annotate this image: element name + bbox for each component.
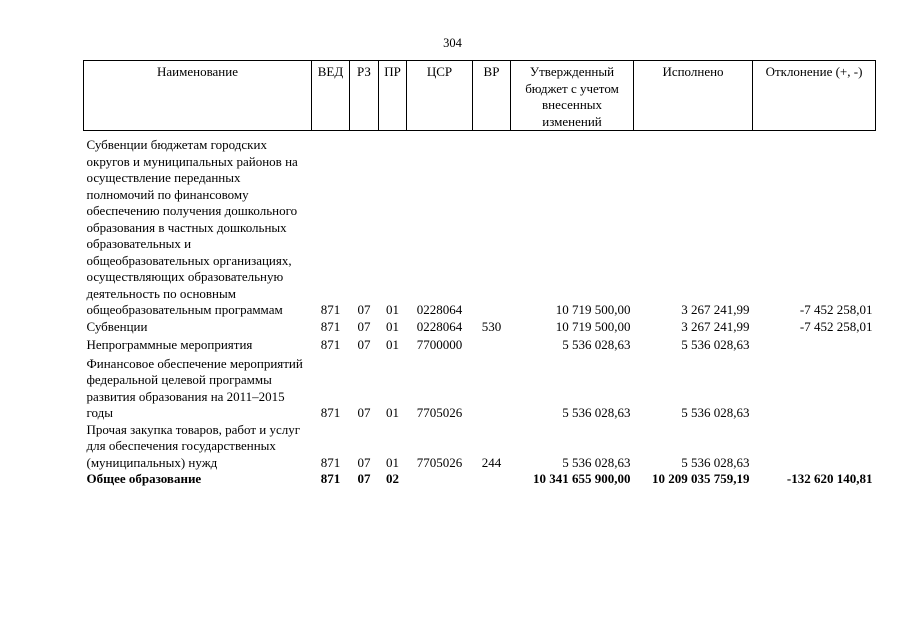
row-deviation: -132 620 140,81 <box>786 471 873 486</box>
row-approved: 5 536 028,63 <box>562 337 631 352</box>
row-pr: 01 <box>386 318 399 334</box>
header-ved: ВЕД <box>312 61 350 131</box>
row-vr <box>473 131 511 319</box>
row-executed: 3 267 241,99 <box>681 302 750 317</box>
row-rz: 07 <box>357 318 371 334</box>
row-executed: 5 536 028,63 <box>681 454 750 470</box>
row-approved: 5 536 028,63 <box>562 405 631 420</box>
header-executed: Исполнено <box>634 61 753 131</box>
table-row <box>84 354 876 422</box>
page-number: 304 <box>443 36 462 50</box>
row-csr: 0228064 <box>416 318 463 334</box>
row-pr: 01 <box>386 454 399 470</box>
row-ved: 871 <box>320 454 341 470</box>
row-ved: 871 <box>320 337 341 352</box>
row-executed: 5 536 028,63 <box>681 337 750 352</box>
header-name: Наименование <box>84 61 312 131</box>
row-csr: 7705026 <box>416 405 463 420</box>
row-name: Субвенции бюджетам городских округов и муниципальных районов на осуществление переданных полномочий по финансовому обеспечению получения дошкольного образования в частных дошкольных образовательных и общеобразовательных организациях, осуществляющих образовательную деятельность по основным общеобразовательным программам <box>86 137 298 317</box>
row-ved: 871 <box>320 302 341 317</box>
table-row <box>84 335 876 354</box>
row-deviation <box>753 354 876 422</box>
header-approved: Утвержденный бюджет с учетом внесенных изменений <box>511 61 634 131</box>
row-rz: 07 <box>357 454 371 470</box>
row-name: Субвенции <box>86 318 148 334</box>
row-ved: 871 <box>320 405 341 420</box>
table-row <box>84 319 876 336</box>
row-vr <box>473 335 511 354</box>
row-name: Финансовое обеспечение мероприятий федеральной целевой программы развития образования на 2011–2015 годы <box>86 355 303 420</box>
header-rz: РЗ <box>350 61 379 131</box>
row-executed: 10 209 035 759,19 <box>652 471 750 486</box>
row-vr <box>473 471 511 488</box>
row-pr: 02 <box>386 471 399 486</box>
row-approved: 10 341 655 900,00 <box>533 471 631 486</box>
row-vr: 244 <box>481 454 502 470</box>
row-pr: 01 <box>386 302 399 317</box>
row-vr <box>473 354 511 422</box>
row-csr: 7705026 <box>416 454 463 470</box>
row-csr: 0228064 <box>416 302 463 317</box>
header-csr: ЦСР <box>407 61 473 131</box>
row-deviation <box>753 335 876 354</box>
row-name: Прочая закупка товаров, работ и услуг для обеспечения государственных (муниципальных) нужд <box>86 421 301 470</box>
row-deviation <box>753 422 876 472</box>
row-rz: 07 <box>357 471 371 486</box>
row-approved: 10 719 500,00 <box>555 302 631 317</box>
row-executed: 3 267 241,99 <box>681 318 750 334</box>
row-csr <box>407 471 473 488</box>
row-executed: 5 536 028,63 <box>681 405 750 420</box>
row-approved: 10 719 500,00 <box>555 318 631 334</box>
header-pr: ПР <box>379 61 407 131</box>
table-row-total <box>84 471 876 488</box>
row-deviation: -7 452 258,01 <box>799 318 873 334</box>
row-pr: 01 <box>386 405 399 420</box>
table-row <box>84 131 876 319</box>
row-approved: 5 536 028,63 <box>562 454 631 470</box>
row-rz: 07 <box>357 405 371 420</box>
budget-table <box>83 60 876 488</box>
table-header-row <box>84 61 876 131</box>
row-ved: 871 <box>320 318 341 334</box>
table-row <box>84 422 876 472</box>
header-vr: ВР <box>473 61 511 131</box>
row-name: Непрограммные мероприятия <box>86 337 253 352</box>
row-deviation: -7 452 258,01 <box>799 302 873 317</box>
row-vr: 530 <box>481 318 502 334</box>
row-pr: 01 <box>386 337 399 352</box>
row-rz: 07 <box>357 337 371 352</box>
row-rz: 07 <box>357 302 371 317</box>
header-deviation: Отклонение (+, -) <box>753 61 876 131</box>
row-name: Общее образование <box>86 471 202 486</box>
row-csr: 7700000 <box>416 337 463 352</box>
row-ved: 871 <box>320 471 341 486</box>
